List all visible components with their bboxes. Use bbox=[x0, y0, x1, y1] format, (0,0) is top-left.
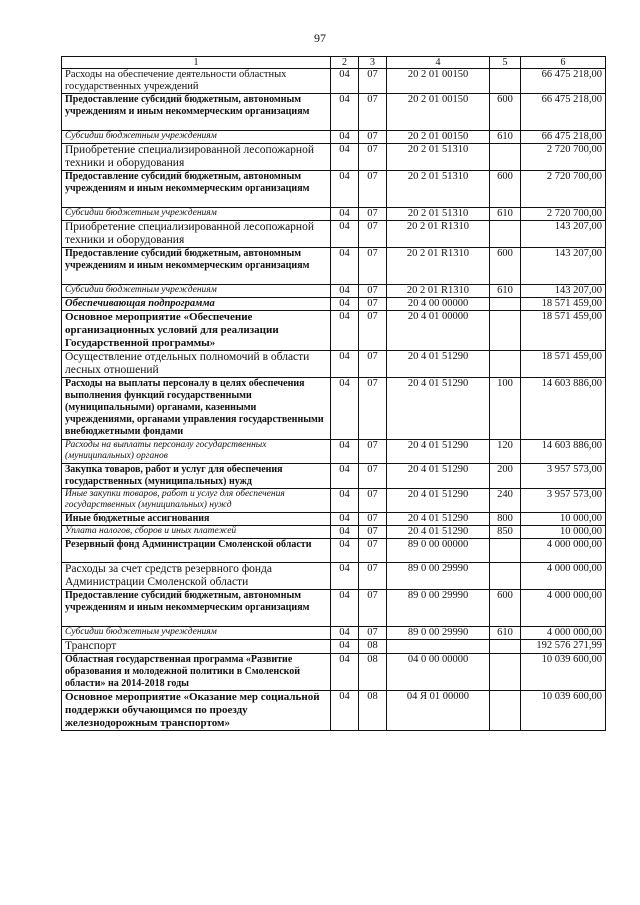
cell-expense-type: 100 bbox=[490, 378, 521, 440]
cell-subsection: 07 bbox=[359, 248, 387, 285]
cell-subsection: 07 bbox=[359, 464, 387, 489]
cell-amount: 2 720 700,00 bbox=[521, 171, 606, 208]
cell-expense-type bbox=[490, 311, 521, 351]
cell-subsection: 07 bbox=[359, 563, 387, 590]
cell-amount: 66 475 218,00 bbox=[521, 94, 606, 131]
table-row bbox=[62, 311, 606, 351]
table-row bbox=[62, 351, 606, 378]
cell-name: Обеспечивающая подпрограмма bbox=[62, 298, 331, 311]
cell-name: Расходы на выплаты персоналу государственных (муниципальных) органов bbox=[62, 440, 331, 464]
cell-name: Субсидии бюджетным учреждениям bbox=[62, 285, 331, 298]
cell-amount: 14 603 886,00 bbox=[521, 378, 606, 440]
column-header-subsection: 3 bbox=[359, 57, 387, 69]
cell-section: 04 bbox=[331, 526, 359, 539]
cell-amount: 66 475 218,00 bbox=[521, 69, 606, 94]
cell-name: Субсидии бюджетным учреждениям bbox=[62, 627, 331, 640]
cell-expense-type: 600 bbox=[490, 171, 521, 208]
cell-expense-type bbox=[490, 144, 521, 171]
cell-name: Расходы на обеспечение деятельности областных государственных учреждений bbox=[62, 69, 331, 94]
cell-target-article: 20 4 01 51290 bbox=[387, 440, 490, 464]
cell-target-article bbox=[387, 640, 490, 654]
cell-expense-type bbox=[490, 640, 521, 654]
cell-expense-type: 850 bbox=[490, 526, 521, 539]
cell-section: 04 bbox=[331, 464, 359, 489]
table-body bbox=[62, 69, 606, 731]
cell-section: 04 bbox=[331, 311, 359, 351]
cell-expense-type bbox=[490, 691, 521, 731]
table-row bbox=[62, 539, 606, 563]
column-header-amount: 6 bbox=[521, 57, 606, 69]
cell-subsection: 08 bbox=[359, 654, 387, 691]
column-header-target-article: 4 bbox=[387, 57, 490, 69]
cell-expense-type: 240 bbox=[490, 489, 521, 513]
cell-amount: 4 000 000,00 bbox=[521, 539, 606, 563]
table-row bbox=[62, 513, 606, 526]
cell-target-article: 20 4 01 51290 bbox=[387, 526, 490, 539]
table-row bbox=[62, 69, 606, 94]
cell-expense-type bbox=[490, 351, 521, 378]
cell-expense-type: 610 bbox=[490, 285, 521, 298]
cell-section: 04 bbox=[331, 131, 359, 144]
cell-name: Предоставление субсидий бюджетным, автономным учреждениям и иным некоммерческим организациям bbox=[62, 94, 331, 131]
cell-amount: 143 207,00 bbox=[521, 248, 606, 285]
cell-name: Расходы за счет средств резервного фонда Администрации Смоленской области bbox=[62, 563, 331, 590]
cell-subsection: 07 bbox=[359, 489, 387, 513]
cell-amount: 143 207,00 bbox=[521, 221, 606, 248]
cell-section: 04 bbox=[331, 221, 359, 248]
table-row bbox=[62, 131, 606, 144]
cell-target-article: 20 2 01 51310 bbox=[387, 208, 490, 221]
cell-subsection: 07 bbox=[359, 298, 387, 311]
cell-subsection: 07 bbox=[359, 94, 387, 131]
table-row bbox=[62, 221, 606, 248]
page-number: 97 bbox=[314, 31, 326, 45]
budget-table bbox=[61, 56, 606, 731]
table-header-row bbox=[62, 57, 606, 69]
cell-expense-type bbox=[490, 298, 521, 311]
cell-subsection: 07 bbox=[359, 171, 387, 208]
cell-target-article: 20 2 01 00150 bbox=[387, 131, 490, 144]
table-row bbox=[62, 640, 606, 654]
cell-amount: 18 571 459,00 bbox=[521, 311, 606, 351]
cell-target-article: 20 4 00 00000 bbox=[387, 298, 490, 311]
cell-name: Иные закупки товаров, работ и услуг для обеспечения государственных (муниципальных) нужд bbox=[62, 489, 331, 513]
cell-expense-type: 610 bbox=[490, 208, 521, 221]
cell-target-article: 89 0 00 29990 bbox=[387, 627, 490, 640]
cell-name: Предоставление субсидий бюджетным, автономным учреждениям и иным некоммерческим организациям bbox=[62, 248, 331, 285]
cell-target-article: 04 Я 01 00000 bbox=[387, 691, 490, 731]
cell-name: Иные бюджетные ассигнования bbox=[62, 513, 331, 526]
cell-name: Транспорт bbox=[62, 640, 331, 654]
cell-section: 04 bbox=[331, 627, 359, 640]
cell-section: 04 bbox=[331, 248, 359, 285]
cell-section: 04 bbox=[331, 563, 359, 590]
cell-amount: 4 000 000,00 bbox=[521, 563, 606, 590]
cell-name: Основное мероприятие «Обеспечение организационных условий для реализации Государственной программы» bbox=[62, 311, 331, 351]
cell-name: Расходы на выплаты персоналу в целях обеспечения выполнения функций государственными (муниципальными) органами, казенными учреждениями, органами управления государственными внебюджетными фондами bbox=[62, 378, 331, 440]
cell-expense-type: 610 bbox=[490, 131, 521, 144]
cell-section: 04 bbox=[331, 378, 359, 440]
cell-name: Субсидии бюджетным учреждениям bbox=[62, 208, 331, 221]
table-row bbox=[62, 285, 606, 298]
cell-section: 04 bbox=[331, 94, 359, 131]
cell-section: 04 bbox=[331, 144, 359, 171]
cell-name: Предоставление субсидий бюджетным, автономным учреждениям и иным некоммерческим организациям bbox=[62, 590, 331, 627]
cell-target-article: 20 4 01 51290 bbox=[387, 489, 490, 513]
cell-subsection: 07 bbox=[359, 526, 387, 539]
column-header-section: 2 bbox=[331, 57, 359, 69]
table-row bbox=[62, 94, 606, 131]
cell-subsection: 07 bbox=[359, 539, 387, 563]
cell-amount: 3 957 573,00 bbox=[521, 489, 606, 513]
cell-subsection: 07 bbox=[359, 285, 387, 298]
cell-amount: 2 720 700,00 bbox=[521, 144, 606, 171]
cell-subsection: 07 bbox=[359, 311, 387, 351]
cell-subsection: 07 bbox=[359, 221, 387, 248]
cell-amount: 10 039 600,00 bbox=[521, 654, 606, 691]
cell-section: 04 bbox=[331, 285, 359, 298]
cell-target-article: 20 2 01 51310 bbox=[387, 144, 490, 171]
cell-name: Резервный фонд Администрации Смоленской области bbox=[62, 539, 331, 563]
cell-section: 04 bbox=[331, 440, 359, 464]
cell-name: Осуществление отдельных полномочий в области лесных отношений bbox=[62, 351, 331, 378]
cell-amount: 66 475 218,00 bbox=[521, 131, 606, 144]
cell-amount: 4 000 000,00 bbox=[521, 627, 606, 640]
cell-target-article: 20 2 01 00150 bbox=[387, 94, 490, 131]
cell-name: Приобретение специализированной лесопожарной техники и оборудования bbox=[62, 144, 331, 171]
cell-target-article: 20 4 01 51290 bbox=[387, 513, 490, 526]
cell-subsection: 08 bbox=[359, 640, 387, 654]
cell-amount: 192 576 271,99 bbox=[521, 640, 606, 654]
cell-target-article: 20 2 01 R1310 bbox=[387, 248, 490, 285]
cell-target-article: 20 4 01 51290 bbox=[387, 351, 490, 378]
cell-section: 04 bbox=[331, 640, 359, 654]
cell-section: 04 bbox=[331, 539, 359, 563]
table-row bbox=[62, 590, 606, 627]
cell-amount: 10 000,00 bbox=[521, 513, 606, 526]
table-row bbox=[62, 171, 606, 208]
cell-expense-type bbox=[490, 69, 521, 94]
cell-amount: 3 957 573,00 bbox=[521, 464, 606, 489]
cell-target-article: 20 2 01 51310 bbox=[387, 171, 490, 208]
cell-amount: 10 039 600,00 bbox=[521, 691, 606, 731]
table-row bbox=[62, 378, 606, 440]
cell-expense-type: 600 bbox=[490, 248, 521, 285]
cell-subsection: 07 bbox=[359, 144, 387, 171]
cell-name: Областная государственная программа «Развитие образования и молодежной политики в Смоленской области» на 2014-2018 годы bbox=[62, 654, 331, 691]
cell-expense-type: 610 bbox=[490, 627, 521, 640]
table-row bbox=[62, 298, 606, 311]
cell-amount: 143 207,00 bbox=[521, 285, 606, 298]
cell-target-article: 20 2 01 R1310 bbox=[387, 221, 490, 248]
table-row bbox=[62, 464, 606, 489]
table-row bbox=[62, 208, 606, 221]
cell-name: Уплата налогов, сборов и иных платежей bbox=[62, 526, 331, 539]
cell-subsection: 08 bbox=[359, 691, 387, 731]
cell-target-article: 20 4 01 51290 bbox=[387, 378, 490, 440]
cell-expense-type: 200 bbox=[490, 464, 521, 489]
table-row bbox=[62, 627, 606, 640]
cell-name: Субсидии бюджетным учреждениям bbox=[62, 131, 331, 144]
cell-expense-type bbox=[490, 563, 521, 590]
table-row bbox=[62, 563, 606, 590]
cell-subsection: 07 bbox=[359, 208, 387, 221]
table-row bbox=[62, 654, 606, 691]
cell-section: 04 bbox=[331, 691, 359, 731]
cell-section: 04 bbox=[331, 654, 359, 691]
cell-expense-type: 600 bbox=[490, 94, 521, 131]
table-row bbox=[62, 489, 606, 513]
cell-name: Закупка товаров, работ и услуг для обеспечения государственных (муниципальных) нужд bbox=[62, 464, 331, 489]
column-header-name: 1 bbox=[62, 57, 331, 69]
cell-subsection: 07 bbox=[359, 351, 387, 378]
cell-section: 04 bbox=[331, 69, 359, 94]
cell-section: 04 bbox=[331, 208, 359, 221]
cell-subsection: 07 bbox=[359, 627, 387, 640]
cell-subsection: 07 bbox=[359, 378, 387, 440]
column-header-expense-type: 5 bbox=[490, 57, 521, 69]
table-row bbox=[62, 248, 606, 285]
cell-amount: 10 000,00 bbox=[521, 526, 606, 539]
table-row bbox=[62, 440, 606, 464]
cell-target-article: 89 0 00 00000 bbox=[387, 539, 490, 563]
cell-amount: 4 000 000,00 bbox=[521, 590, 606, 627]
cell-target-article: 20 2 01 00150 bbox=[387, 69, 490, 94]
cell-target-article: 89 0 00 29990 bbox=[387, 563, 490, 590]
cell-amount: 18 571 459,00 bbox=[521, 298, 606, 311]
cell-name: Основное мероприятие «Оказание мер социальной поддержки обучающимся по проезду железнодорожным транспортом» bbox=[62, 691, 331, 731]
cell-section: 04 bbox=[331, 489, 359, 513]
table-row bbox=[62, 144, 606, 171]
cell-section: 04 bbox=[331, 590, 359, 627]
cell-section: 04 bbox=[331, 513, 359, 526]
cell-expense-type: 120 bbox=[490, 440, 521, 464]
cell-amount: 2 720 700,00 bbox=[521, 208, 606, 221]
cell-target-article: 20 4 01 00000 bbox=[387, 311, 490, 351]
cell-name: Предоставление субсидий бюджетным, автономным учреждениям и иным некоммерческим организациям bbox=[62, 171, 331, 208]
cell-section: 04 bbox=[331, 171, 359, 208]
cell-expense-type: 800 bbox=[490, 513, 521, 526]
cell-target-article: 20 4 01 51290 bbox=[387, 464, 490, 489]
cell-expense-type bbox=[490, 539, 521, 563]
cell-amount: 14 603 886,00 bbox=[521, 440, 606, 464]
cell-target-article: 20 2 01 R1310 bbox=[387, 285, 490, 298]
cell-target-article: 89 0 00 29990 bbox=[387, 590, 490, 627]
cell-subsection: 07 bbox=[359, 513, 387, 526]
cell-section: 04 bbox=[331, 298, 359, 311]
cell-subsection: 07 bbox=[359, 69, 387, 94]
cell-target-article: 04 0 00 00000 bbox=[387, 654, 490, 691]
cell-subsection: 07 bbox=[359, 440, 387, 464]
cell-expense-type bbox=[490, 654, 521, 691]
cell-section: 04 bbox=[331, 351, 359, 378]
table-row bbox=[62, 526, 606, 539]
cell-expense-type: 600 bbox=[490, 590, 521, 627]
cell-subsection: 07 bbox=[359, 131, 387, 144]
cell-subsection: 07 bbox=[359, 590, 387, 627]
cell-expense-type bbox=[490, 221, 521, 248]
table-row bbox=[62, 691, 606, 731]
cell-name: Приобретение специализированной лесопожарной техники и оборудования bbox=[62, 221, 331, 248]
cell-amount: 18 571 459,00 bbox=[521, 351, 606, 378]
